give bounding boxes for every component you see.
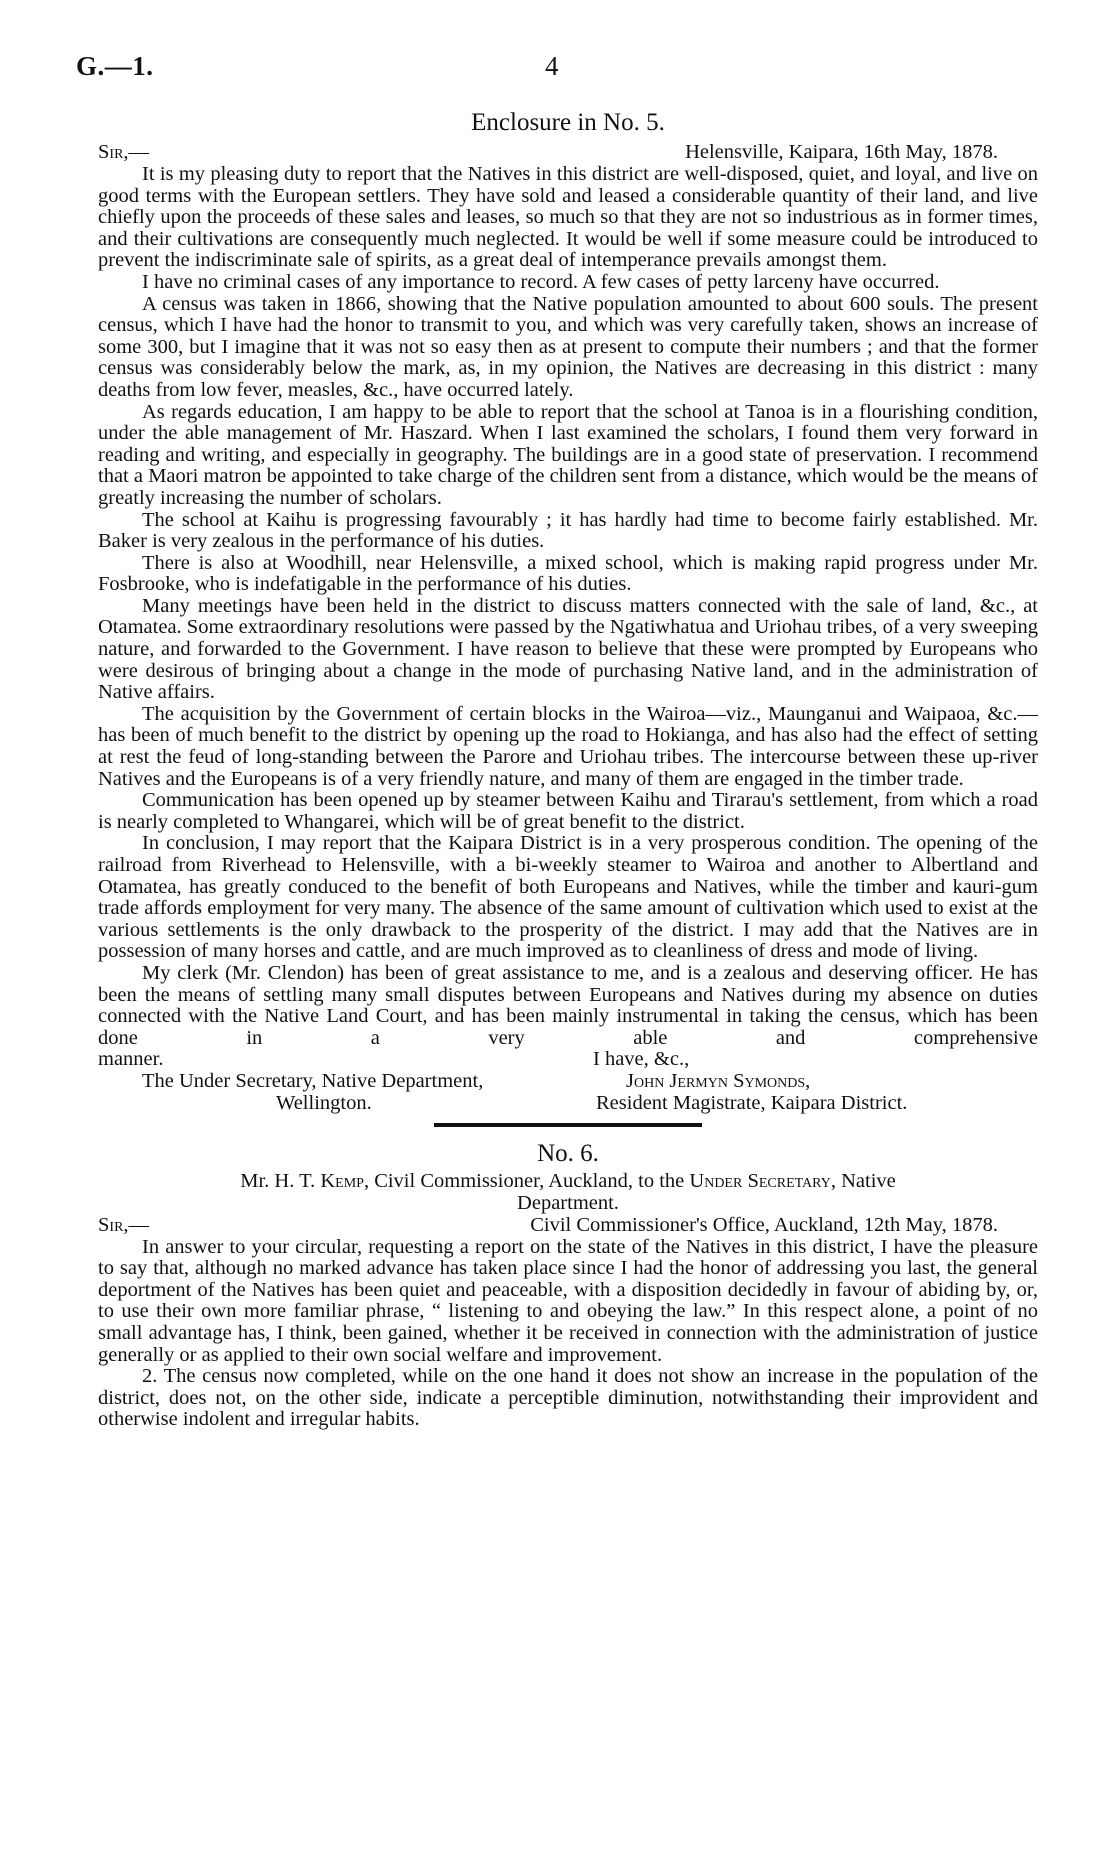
addressee-line-1: The Under Secretary, Native Department, xyxy=(142,1070,484,1093)
no6-subheading-line2: Department. xyxy=(517,1191,619,1214)
place-date: Helensville, Kaipara, 16th May, 1878. xyxy=(685,141,998,163)
section-divider xyxy=(434,1123,702,1127)
paragraph-5: The school at Kaihu is progressing favourably ; it has hardly had time to become fairly established. Mr. Baker is very zealous in the performance of his duties. xyxy=(98,508,1038,553)
no6-paragraph-2: 2. The census now completed, while on the one hand it does not show an increase in the population of the district, does not, on the other side, indicate a perceptible diminution, notwithstanding their improvident and otherwise indolent and irregular habits. xyxy=(98,1365,1038,1431)
paragraph-2: I have no criminal cases of any importance to record. A few cases of petty larceny have occurred. xyxy=(142,270,940,293)
paper-reference: G.—1. xyxy=(76,51,154,81)
paragraph-7: Many meetings have been held in the district to discuss matters connected with the sale of land, &c., at Otamatea. Some extraordinary resolutions were passed by the Ngatiwhatua and Uriohau tribes, of a very sweeping nature, and forwarded to the Government. I have reason to believe that these were prompted by Europeans who were desirous of bringing about a change in the mode of purchasing Native land, and in the administration of Native affairs. xyxy=(98,594,1038,704)
no6-place-date: Civil Commissioner's Office, Auckland, 12th May, 1878. xyxy=(530,1213,998,1236)
signatory-title: Resident Magistrate, Kaipara District. xyxy=(596,1092,908,1115)
paragraph-4: As regards education, I am happy to be able to report that the school at Tanoa is in a flourishing condition, under the able management of Mr. Haszard. When I last examined the scholars, I found them very forward in reading and writing, and especially in geography. The buildings are in a good state of preservation. I recommend that a Maori matron be appointed to take charge of the children sent from a distance, which would be the means of greatly increasing the number of scholars. xyxy=(98,400,1038,509)
paragraph-9: Communication has been opened up by steamer between Kaihu and Tirarau's settlement, from which a road is nearly completed to Whangarei, which will be of great benefit to the district. xyxy=(98,789,1038,833)
paragraph-8: The acquisition by the Government of certain blocks in the Wairoa—viz., Maunganui and Waipaoa, &c.—has been of much benefit to the district by opening up the road to Hokianga, and has also had the effect of setting at rest the feud of long-standing between the Parore and Uriohau tribes. The intercourse between these up-river Natives and the Europeans is of a very friendly nature, and many of them are engaged in the timber trade. xyxy=(98,702,1038,790)
addressee-line-2: Wellington. xyxy=(276,1092,372,1115)
paragraph-10: In conclusion, I may report that the Kaipara District is in a very prosperous condition. The opening of the railroad from Riverhead to Helensville, with a bi-weekly steamer to Wairoa and another to Albertland and Otamatea, has greatly conduced to the benefit of both Europeans and Natives, while the timber and kauri-gum trade affords employment for very many. The absence of the same amount of cultivation which used to exist at the various settlements is the only drawback to the prosperity of the district. I may add that the Natives are in possession of many horses and cattle, and are much improved as to cleanliness of dress and mode of living. xyxy=(98,832,1038,963)
salutation: Sir,— xyxy=(98,141,150,163)
paragraph-6: There is also at Woodhill, near Helensville, a mixed school, which is making rapid progress under Mr. Fosbrooke, who is indefatigable in the performance of his duties. xyxy=(98,551,1038,596)
page-number: 4 xyxy=(545,51,559,81)
no6-title: No. 6. xyxy=(537,1140,599,1168)
enclosure-section xyxy=(98,108,1038,1431)
no6-salutation: Sir,— xyxy=(98,1213,150,1236)
closing-word: manner. xyxy=(98,1048,164,1071)
salutation-line xyxy=(98,142,1038,164)
paragraph-3: A census was taken in 1866, showing that the Native population amounted to about 600 souls. The present census, which I have had the honor to transmit to you, and which was very carefully taken, shows an increase of some 300, but I imagine that it was not so easy then as at present to compute their numbers ; and that the former census was considerably below the mark, as, in my opinion, the Natives are decreasing in this district : many deaths from low fever, measles, &c., have occurred lately. xyxy=(98,292,1038,401)
paragraph-1: It is my pleasing duty to report that the Natives in this district are well-disposed, quiet, and loyal, and live on good terms with the European settlers. They have sold and leased a considerable quantity of their land, and live chiefly upon the proceeds of these sales and leases, so much so that they are not so industrious as in former times, and their cultivations are consequently much neglected. It would be well if some measure could be introduced to prevent the indiscriminate sale of spirits, as a great deal of intemperance prevails amongst them. xyxy=(98,163,1038,272)
no6-subheading: Mr. H. T. Kemp, Civil Commissioner, Auckland, to the Under Secretary, Native xyxy=(240,1170,896,1193)
enclosure-title: Enclosure in No. 5. xyxy=(471,109,665,136)
no6-salutation-line xyxy=(98,1215,1038,1237)
signature-line-2 xyxy=(98,1093,1038,1115)
signatory-name: John Jermyn Symonds, xyxy=(626,1070,811,1093)
no6-paragraph-1: In answer to your circular, requesting a report on the state of the Natives in this district, I have the pleasure to say that, although no marked advance has taken place since I had the honor of addressing you last, the general deportment of the Natives has been quiet and peaceable, with a disposition decidedly in favour of abiding by, or, to use their own more familiar phrase, “ listening to and obeying the law.” In this respect alone, a point of no small advantage has, I think, been gained, whether it be received in connection with the administration of justice generally or as applied to their own social welfare and improvement. xyxy=(98,1235,1038,1366)
closing-formula: I have, &c., xyxy=(593,1048,690,1071)
closing-line xyxy=(98,1049,1038,1071)
paragraph-11: My clerk (Mr. Clendon) has been of great assistance to me, and is a zealous and deserving officer. He has been the means of settling many small disputes between Europeans and Natives during my absence on duties connected with the Native Land Court, and has been mainly instrumental in taking the census, which has been done in a very able and comprehensive xyxy=(98,961,1038,1049)
signature-line-1 xyxy=(98,1071,1038,1093)
